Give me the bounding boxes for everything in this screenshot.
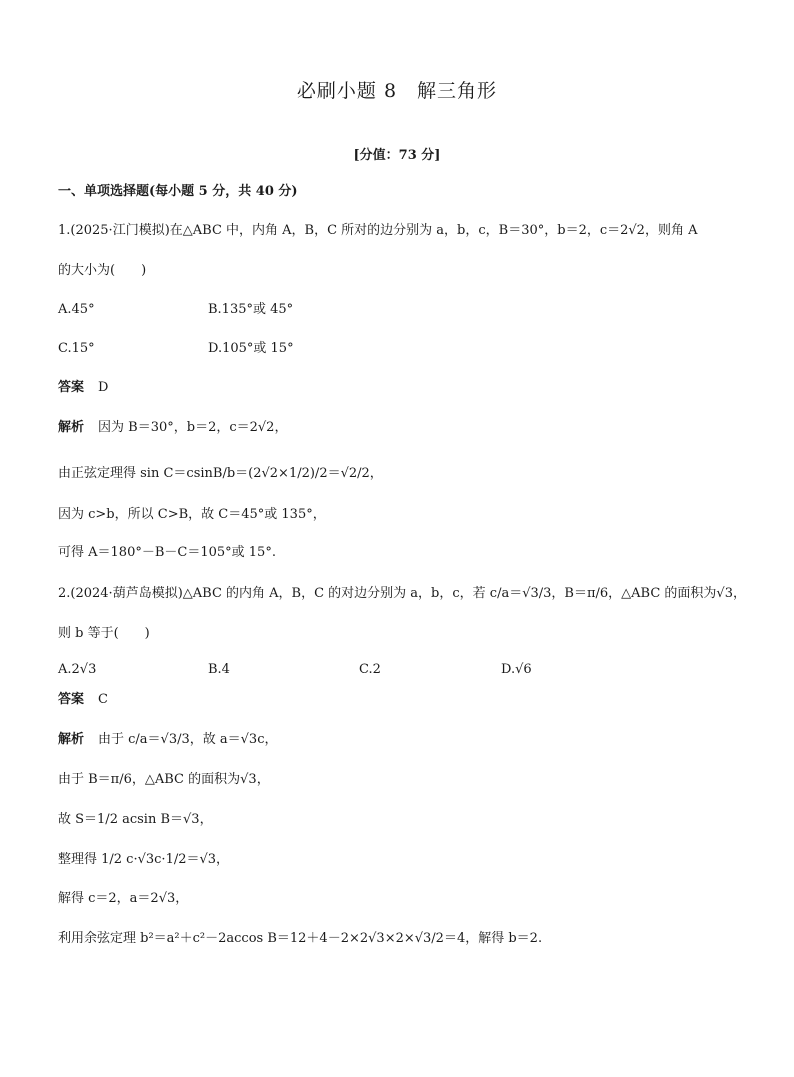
q1-option-a[interactable]: A.45° <box>58 302 95 317</box>
q2-stem-line1: 2.(2024·葫芦岛模拟)△ABC 的内角 A，B，C 的对边分别为 a，b，c，若 c/a＝√3/3，B＝π/6，△ABC 的面积为√3， <box>58 586 746 601</box>
q2-analysis-row-1 <box>58 730 277 750</box>
q1-option-d[interactable]: D.105°或 15° <box>208 341 294 356</box>
q2-option-a[interactable]: A.2√3 <box>58 662 97 677</box>
q2-analysis-line-3: 故 S＝1/2 acsin B＝√3， <box>58 812 213 827</box>
q1-analysis-line-4: 可得 A＝180°－B－C＝105°或 15°. <box>58 545 276 560</box>
q1-analysis-line-2: 由正弦定理得 sin C＝csinB/b＝(2√2×1/2)/2＝√2/2， <box>58 466 383 481</box>
q2-analysis-label: 解析 <box>58 732 85 747</box>
q2-option-d[interactable]: D.√6 <box>501 662 532 677</box>
score-label: [分值：73 分] <box>353 148 441 163</box>
q2-answer-label: 答案 <box>58 692 85 707</box>
q1-stem-line1: 1.(2025·江门模拟)在△ABC 中，内角 A，B，C 所对的边分别为 a，b，c，B＝30°，b＝2，c＝2√2，则角 A <box>58 223 698 238</box>
q2-option-b[interactable]: B.4 <box>208 662 230 677</box>
q1-option-c[interactable]: C.15° <box>58 341 95 356</box>
q1-option-b[interactable]: B.135°或 45° <box>208 302 294 317</box>
q2-analysis-line-6: 利用余弦定理 b²＝a²＋c²－2accos B＝12＋4－2×2√3×2×√3/2＝4，解得 b＝2. <box>58 931 543 946</box>
q1-analysis-line-3: 因为 c>b，所以 C>B，故 C＝45°或 135°， <box>58 507 326 522</box>
q2-stem-line2: 则 b 等于( ) <box>58 626 150 641</box>
q1-answer-label: 答案 <box>58 380 85 395</box>
q1-answer-value: D <box>98 380 109 395</box>
q1-analysis-label: 解析 <box>58 420 85 435</box>
q2-option-c[interactable]: C.2 <box>359 662 381 677</box>
section-heading: 一、单项选择题(每小题 5 分，共 40 分) <box>58 184 298 199</box>
q1-analysis-row-1 <box>58 418 287 438</box>
q2-answer-row <box>58 690 108 710</box>
q2-analysis-line-4: 整理得 1/2 c·√3c·1/2＝√3， <box>58 852 230 867</box>
q2-analysis-line-2: 由于 B＝π/6，△ABC 的面积为√3， <box>58 772 270 787</box>
page-title: 必刷小题 8 解三角形 <box>296 80 498 102</box>
q1-stem-line2: 的大小为( ) <box>58 263 147 278</box>
q1-answer-row <box>58 378 108 398</box>
q2-answer-value: C <box>98 692 108 707</box>
q1-analysis-line-1: 因为 B＝30°，b＝2，c＝2√2， <box>98 420 288 435</box>
q2-analysis-line-5: 解得 c＝2，a＝2√3， <box>58 891 189 906</box>
q2-analysis-line-1: 由于 c/a＝√3/3，故 a＝√3c， <box>98 732 278 747</box>
